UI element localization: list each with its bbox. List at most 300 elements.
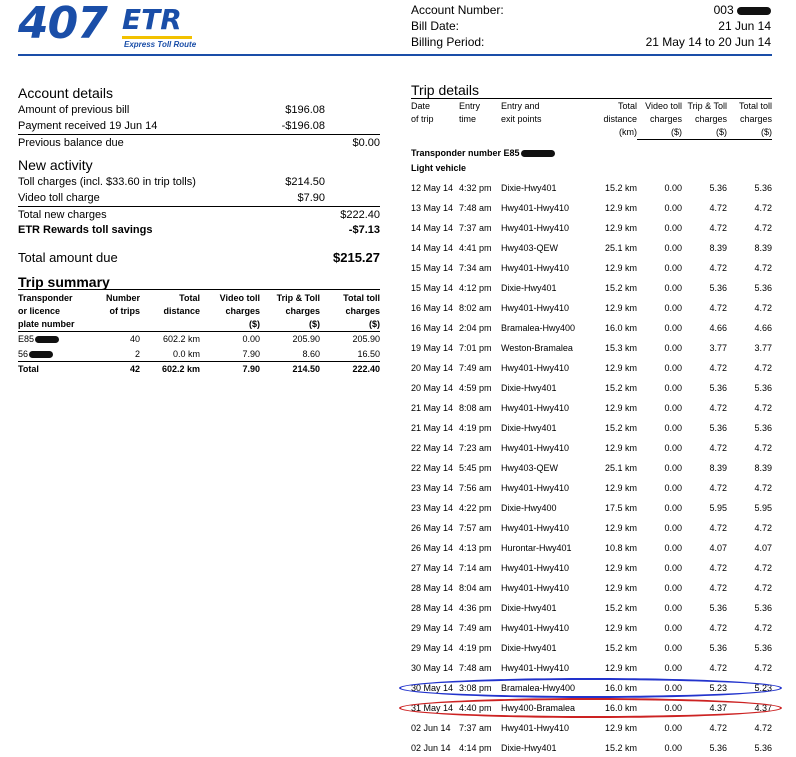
distance-cell: 12.9 km	[604, 263, 637, 273]
table-row	[411, 458, 772, 478]
table-row	[411, 578, 772, 598]
video-cell: 0.00	[664, 643, 682, 653]
total-cell: 5.36	[754, 603, 772, 613]
trip-toll-cell: 8.39	[709, 463, 727, 473]
total-cell: 4.72	[754, 363, 772, 373]
video-cell: 7.90	[242, 349, 260, 359]
distance-cell: 12.9 km	[604, 663, 637, 673]
table-row	[411, 618, 772, 638]
points-cell: Hwy401-Hwy410	[501, 563, 570, 573]
col-distance: Total distance (km)	[603, 101, 637, 137]
table-row	[411, 298, 772, 318]
trip-toll-cell: 4.72	[709, 623, 727, 633]
points-cell: Dixie-Hwy401	[501, 423, 557, 433]
total-new-charges-label: Total new charges	[18, 209, 107, 221]
total-new-charges-row	[18, 206, 380, 222]
table-row	[411, 258, 772, 278]
total-cell: 4.72	[754, 303, 772, 313]
points-cell: Dixie-Hwy401	[501, 643, 557, 653]
time-cell: 2:04 pm	[459, 323, 492, 333]
total-cell: 5.95	[754, 503, 772, 513]
distance-cell: 25.1 km	[604, 243, 637, 253]
distance-cell: 12.9 km	[604, 303, 637, 313]
time-cell: 7:34 am	[459, 263, 492, 273]
total-cell: 4.72	[754, 443, 772, 453]
left-column	[18, 82, 380, 377]
total-cell: 4.72	[754, 203, 772, 213]
distance-cell: 12.9 km	[604, 623, 637, 633]
points-cell: Hwy401-Hwy410	[501, 203, 570, 213]
distance-cell: 0.0 km	[172, 349, 200, 359]
total-cell: 5.36	[754, 743, 772, 753]
trip-details-header	[411, 99, 772, 140]
trip-toll-cell: 4.72	[709, 723, 727, 733]
date-cell: 16 May 14	[411, 323, 454, 333]
date-cell: 12 May 14	[411, 183, 454, 193]
date-cell: 26 May 14	[411, 523, 454, 533]
trip-toll-cell: 4.72	[709, 223, 727, 233]
right-column	[411, 82, 772, 757]
trip-toll-cell: 4.72	[709, 583, 727, 593]
points-cell: Hwy401-Hwy410	[501, 723, 570, 733]
total-cell: 4.72	[754, 623, 772, 633]
video-cell: 0.00	[664, 323, 682, 333]
points-cell: Hwy401-Hwy410	[501, 663, 570, 673]
table-row	[411, 358, 772, 378]
distance-cell: 15.2 km	[604, 643, 637, 653]
trips-cell: 40	[129, 334, 140, 344]
date-cell: 13 May 14	[411, 203, 454, 213]
trip-toll-cell: 5.36	[709, 423, 727, 433]
time-cell: 4:59 pm	[459, 383, 492, 393]
total-cell: 4.72	[754, 663, 772, 673]
distance-cell: 15.2 km	[604, 283, 637, 293]
trip-toll-cell: 3.77	[709, 343, 727, 353]
trip-toll-cell: 4.72	[709, 483, 727, 493]
points-cell: Weston-Bramalea	[501, 343, 573, 353]
total-due-value: $215.27	[333, 250, 380, 265]
distance-cell: 12.9 km	[604, 223, 637, 233]
table-row	[411, 238, 772, 258]
redaction-mark	[521, 150, 555, 157]
trip-toll-cell: 4.72	[709, 563, 727, 573]
date-cell: 15 May 14	[411, 263, 454, 273]
bill-header-info	[411, 2, 771, 50]
video-cell: 0.00	[664, 223, 682, 233]
trip-toll-cell: 5.36	[709, 183, 727, 193]
distance-cell: 15.2 km	[604, 743, 637, 753]
trip-toll-cell: 5.95	[709, 503, 727, 513]
total-cell: 8.39	[754, 243, 772, 253]
table-row	[411, 198, 772, 218]
trip-toll-cell: 4.72	[709, 263, 727, 273]
total-cell: 4.72	[754, 223, 772, 233]
date-cell: 14 May 14	[411, 223, 454, 233]
col-video: Video toll charges ($)	[637, 100, 682, 140]
time-cell: 4:40 pm	[459, 703, 492, 713]
col-total: Total toll charges ($)	[727, 100, 772, 140]
trips-cell: 2	[134, 349, 140, 359]
previous-balance-value: $0.00	[352, 137, 380, 149]
billing-period-value: 21 May 14 to 20 Jun 14	[645, 35, 771, 49]
date-cell: 21 May 14	[411, 403, 454, 413]
total-cell: 4.66	[754, 323, 772, 333]
previous-bill-value: $196.08	[285, 104, 325, 116]
date-cell: 27 May 14	[411, 563, 454, 573]
table-row	[411, 178, 772, 198]
distance-cell: 17.5 km	[604, 503, 637, 513]
video-cell: 0.00	[664, 683, 682, 693]
distance-cell: 12.9 km	[604, 523, 637, 533]
time-cell: 8:08 am	[459, 403, 492, 413]
time-cell: 7:48 am	[459, 203, 492, 213]
video-cell: 0.00	[664, 363, 682, 373]
time-cell: 4:13 pm	[459, 543, 492, 553]
time-cell: 7:57 am	[459, 523, 492, 533]
trip-summary-header	[18, 290, 380, 332]
col-video: Video toll charges ($)	[219, 293, 260, 329]
distance-cell: 602.2 km	[161, 364, 200, 374]
total-cell: 5.36	[754, 183, 772, 193]
video-cell: 0.00	[664, 443, 682, 453]
logo-number: 407	[18, 0, 107, 49]
table-row	[411, 278, 772, 298]
video-cell: 0.00	[664, 343, 682, 353]
distance-cell: 602.2 km	[162, 334, 200, 344]
video-cell: 0.00	[664, 583, 682, 593]
video-cell: 0.00	[664, 663, 682, 673]
trips-cell: 42	[129, 364, 140, 374]
col-total: Total toll charges ($)	[343, 293, 380, 329]
table-row	[411, 738, 772, 757]
time-cell: 5:45 pm	[459, 463, 492, 473]
video-cell: 0.00	[664, 263, 682, 273]
points-cell: Hwy401-Hwy410	[501, 483, 570, 493]
time-cell: 7:14 am	[459, 563, 492, 573]
trip-toll-cell: 8.60	[302, 349, 320, 359]
date-cell: 28 May 14	[411, 583, 454, 593]
trip-toll-cell: 4.72	[709, 443, 727, 453]
time-cell: 8:02 am	[459, 303, 492, 313]
distance-cell: 12.9 km	[604, 203, 637, 213]
col-trips: Number of trips	[105, 293, 140, 316]
video-cell: 0.00	[664, 743, 682, 753]
points-cell: Bramalea-Hwy400	[501, 323, 576, 333]
trip-toll-cell: 5.36	[709, 603, 727, 613]
points-cell: Hwy401-Hwy410	[501, 263, 570, 273]
video-cell: 0.00	[664, 483, 682, 493]
transponder-id: 56	[18, 347, 98, 361]
trip-toll-cell: 214.50	[292, 364, 320, 374]
points-cell: Hwy401-Hwy410	[501, 403, 570, 413]
red-highlight-circle	[399, 698, 782, 718]
video-cell: 0.00	[664, 243, 682, 253]
video-toll-value: $7.90	[297, 192, 325, 204]
total-cell: 4.07	[754, 543, 772, 553]
total-cell: 5.36	[754, 643, 772, 653]
total-new-charges-value: $222.40	[340, 209, 380, 221]
points-cell: Hurontar-Hwy401	[501, 543, 572, 553]
distance-cell: 12.9 km	[604, 363, 637, 373]
bill-date-row	[411, 18, 771, 34]
total-cell: 4.37	[754, 703, 772, 713]
table-row	[18, 347, 380, 362]
date-cell: 14 May 14	[411, 243, 454, 253]
rewards-row	[18, 222, 380, 238]
points-cell: Dixie-Hwy401	[501, 603, 557, 613]
distance-cell: 25.1 km	[604, 463, 637, 473]
col-transponder: Transponder or licence plate number	[18, 293, 75, 329]
points-cell: Dixie-Hwy401	[501, 183, 557, 193]
trip-summary-title: Trip summary	[18, 274, 380, 290]
table-row	[411, 658, 772, 678]
table-row	[411, 478, 772, 498]
distance-cell: 12.9 km	[604, 443, 637, 453]
trip-toll-cell: 4.66	[709, 323, 727, 333]
account-number-label: Account Number:	[411, 3, 504, 17]
header-divider	[18, 54, 772, 56]
distance-cell: 12.9 km	[604, 723, 637, 733]
total-due-label: Total amount due	[18, 250, 118, 265]
logo-swoosh	[122, 36, 192, 39]
time-cell: 7:56 am	[459, 483, 492, 493]
previous-balance-row	[18, 134, 380, 150]
bill-date-value: 21 Jun 14	[718, 19, 771, 33]
date-cell: 19 May 14	[411, 343, 454, 353]
time-cell: 7:48 am	[459, 663, 492, 673]
distance-cell: 12.9 km	[604, 483, 637, 493]
date-cell: 29 May 14	[411, 643, 454, 653]
date-cell: 28 May 14	[411, 603, 454, 613]
total-cell: 4.72	[754, 523, 772, 533]
total-cell: 5.36	[754, 283, 772, 293]
time-cell: 4:14 pm	[459, 743, 492, 753]
account-details-title: Account details	[18, 85, 113, 101]
video-cell: 0.00	[664, 203, 682, 213]
points-cell: Hwy401-Hwy410	[501, 303, 570, 313]
date-cell: 02 Jun 14	[411, 743, 451, 753]
time-cell: 7:37 am	[459, 223, 492, 233]
distance-cell: 16.0 km	[604, 703, 637, 713]
account-number-prefix: 003	[713, 3, 734, 17]
time-cell: 7:49 am	[459, 363, 492, 373]
total-cell: 4.72	[754, 583, 772, 593]
points-cell: Hwy403-QEW	[501, 243, 559, 253]
video-cell: 0.00	[664, 623, 682, 633]
video-cell: 0.00	[664, 503, 682, 513]
distance-cell: 15.3 km	[604, 343, 637, 353]
points-cell: Hwy401-Hwy410	[501, 583, 570, 593]
total-cell: 5.36	[754, 423, 772, 433]
distance-cell: 15.2 km	[604, 603, 637, 613]
date-cell: 31 May 14	[411, 703, 454, 713]
billing-period-label: Billing Period:	[411, 35, 485, 49]
time-cell: 4:12 pm	[459, 283, 492, 293]
video-cell: 0.00	[664, 523, 682, 533]
trip-summary-total-row	[18, 362, 380, 377]
trip-toll-cell: 5.36	[709, 283, 727, 293]
time-cell: 7:37 am	[459, 723, 492, 733]
total-cell: 4.72	[754, 563, 772, 573]
table-row	[411, 638, 772, 658]
redaction-mark	[737, 7, 771, 15]
previous-bill-label: Amount of previous bill	[18, 104, 130, 116]
trip-toll-cell: 5.36	[709, 643, 727, 653]
time-cell: 7:49 am	[459, 623, 492, 633]
table-row	[18, 332, 380, 347]
table-row	[411, 218, 772, 238]
table-row	[411, 398, 772, 418]
bill-date-label: Bill Date:	[411, 19, 460, 33]
time-cell: 4:22 pm	[459, 503, 492, 513]
total-cell: 222.40	[352, 364, 380, 374]
points-cell: Dixie-Hwy400	[501, 503, 557, 513]
points-cell: Dixie-Hwy401	[501, 743, 557, 753]
time-cell: 4:19 pm	[459, 643, 492, 653]
total-cell: 4.72	[754, 723, 772, 733]
date-cell: 16 May 14	[411, 303, 454, 313]
trip-toll-cell: 5.36	[709, 743, 727, 753]
distance-cell: 16.0 km	[604, 683, 637, 693]
video-cell: 0.00	[664, 283, 682, 293]
trip-toll-cell: 5.36	[709, 383, 727, 393]
table-row	[411, 538, 772, 558]
video-cell: 0.00	[664, 603, 682, 613]
date-cell: 22 May 14	[411, 463, 454, 473]
account-number-row	[411, 2, 771, 18]
video-cell: 0.00	[664, 403, 682, 413]
table-row	[411, 718, 772, 738]
video-cell: 0.00	[242, 334, 260, 344]
account-number-value	[714, 2, 771, 18]
col-trip-toll: Trip & Toll charges ($)	[682, 100, 727, 140]
date-cell: 02 Jun 14	[411, 723, 451, 733]
time-cell: 4:41 pm	[459, 243, 492, 253]
col-trip-toll: Trip & Toll charges ($)	[276, 293, 320, 329]
time-cell: 3:08 pm	[459, 683, 492, 693]
billing-period-row	[411, 34, 771, 50]
logo-tagline: Express Toll Route	[124, 40, 197, 49]
time-cell: 4:32 pm	[459, 183, 492, 193]
points-cell: Hwy401-Hwy410	[501, 443, 570, 453]
toll-charges-row	[18, 174, 380, 190]
points-cell: Hwy403-QEW	[501, 463, 559, 473]
total-cell: 8.39	[754, 463, 772, 473]
table-row	[411, 418, 772, 438]
table-row	[411, 598, 772, 618]
date-cell: 23 May 14	[411, 503, 454, 513]
table-row	[411, 498, 772, 518]
total-cell: 4.72	[754, 263, 772, 273]
col-points: Entry and exit points	[501, 101, 542, 124]
table-row	[411, 518, 772, 538]
redaction-mark	[35, 336, 59, 343]
col-time: Entry time	[459, 101, 481, 124]
trip-toll-cell: 205.90	[292, 334, 320, 344]
toll-charges-value: $214.50	[285, 176, 325, 188]
video-cell: 0.00	[664, 723, 682, 733]
trip-toll-cell: 4.72	[709, 663, 727, 673]
etr-logo	[18, 0, 198, 50]
date-cell: 30 May 14	[411, 663, 454, 673]
distance-cell: 10.8 km	[604, 543, 637, 553]
vehicle-class-label: Light vehicle	[411, 163, 467, 173]
date-cell: 29 May 14	[411, 623, 454, 633]
trip-toll-cell: 4.72	[709, 523, 727, 533]
points-cell: Bramalea-Hwy400	[501, 683, 576, 693]
time-cell: 4:36 pm	[459, 603, 492, 613]
payment-value: -$196.08	[281, 120, 325, 132]
trip-toll-cell: 4.07	[709, 543, 727, 553]
payment-row	[18, 118, 380, 134]
total-cell: 4.72	[754, 403, 772, 413]
video-cell: 0.00	[664, 383, 682, 393]
previous-bill-row	[18, 102, 380, 118]
date-cell: 20 May 14	[411, 363, 454, 373]
date-cell: 22 May 14	[411, 443, 454, 453]
video-cell: 0.00	[664, 303, 682, 313]
total-label: Total	[18, 364, 39, 374]
col-distance: Total distance	[163, 293, 200, 316]
trip-list	[411, 178, 772, 757]
rewards-value: -$7.13	[348, 224, 380, 236]
table-row	[411, 338, 772, 358]
time-cell: 7:01 pm	[459, 343, 492, 353]
distance-cell: 15.2 km	[604, 423, 637, 433]
total-cell: 5.36	[754, 383, 772, 393]
toll-charges-label: Toll charges (incl. $33.60 in trip tolls)	[18, 176, 196, 188]
trip-details-title: Trip details	[411, 82, 772, 99]
trip-toll-cell: 4.72	[709, 363, 727, 373]
trip-toll-cell: 4.72	[709, 303, 727, 313]
video-toll-row	[18, 190, 380, 206]
trip-toll-cell: 4.72	[709, 403, 727, 413]
distance-cell: 12.9 km	[604, 583, 637, 593]
table-row	[411, 558, 772, 578]
video-cell: 0.00	[664, 543, 682, 553]
date-cell: 30 May 14	[411, 683, 454, 693]
date-cell: 15 May 14	[411, 283, 454, 293]
total-cell: 3.77	[754, 343, 772, 353]
table-row	[411, 318, 772, 338]
points-cell: Hwy400-Bramalea	[501, 703, 576, 713]
video-cell: 7.90	[242, 364, 260, 374]
date-cell: 20 May 14	[411, 383, 454, 393]
total-cell: 5.23	[754, 683, 772, 693]
distance-cell: 16.0 km	[604, 323, 637, 333]
total-cell: 16.50	[357, 349, 380, 359]
video-cell: 0.00	[664, 423, 682, 433]
total-cell: 205.90	[352, 334, 380, 344]
video-cell: 0.00	[664, 563, 682, 573]
blue-highlight-circle	[399, 678, 782, 698]
trip-toll-cell: 4.37	[709, 703, 727, 713]
transponder-label: Transponder number E85	[411, 146, 772, 161]
logo-brand: ETR	[122, 3, 182, 36]
date-cell: 26 May 14	[411, 543, 454, 553]
distance-cell: 15.2 km	[604, 383, 637, 393]
time-cell: 8:04 am	[459, 583, 492, 593]
total-amount-due	[18, 248, 380, 268]
time-cell: 7:23 am	[459, 443, 492, 453]
col-date: Date of trip	[411, 101, 434, 124]
previous-balance-label: Previous balance due	[18, 137, 124, 149]
distance-cell: 12.9 km	[604, 563, 637, 573]
trip-toll-cell: 8.39	[709, 243, 727, 253]
total-cell: 4.72	[754, 483, 772, 493]
points-cell: Hwy401-Hwy410	[501, 623, 570, 633]
rewards-label: ETR Rewards toll savings	[18, 224, 153, 236]
